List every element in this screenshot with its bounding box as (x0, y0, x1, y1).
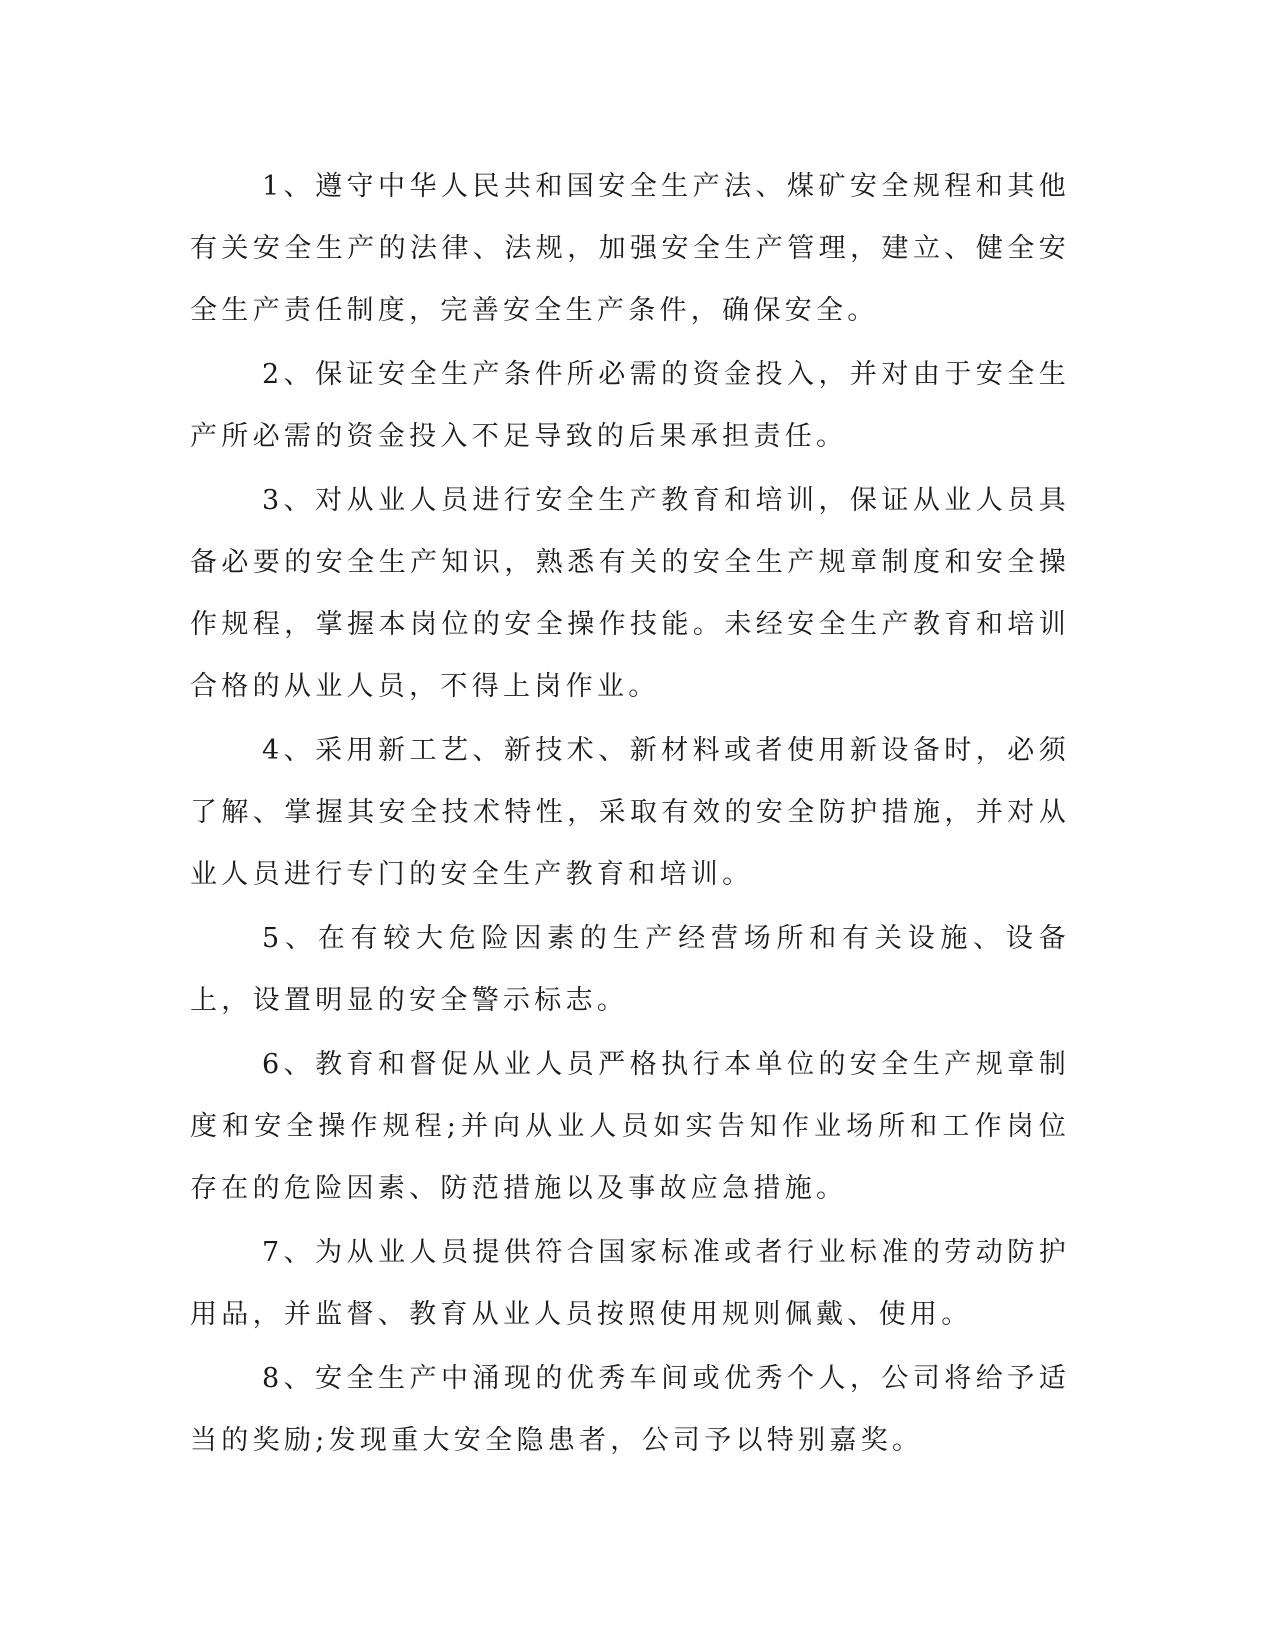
paragraph-3: 3、对从业人员进行安全生产教育和培训，保证从业人员具备必要的安全生产知识，熟悉有关的安全生产规章制度和安全操作规程，掌握本岗位的安全操作技能。未经安全生产教育和培训合格的从业人员，不得上岗作业。 (190, 485, 1070, 702)
paragraph-4: 4、采用新工艺、新技术、新材料或者使用新设备时，必须了解、掌握其安全技术特性，采取有效的安全防护措施，并对从业人员进行专门的安全生产教育和培训。 (190, 735, 1070, 890)
paragraph-5: 5、在有较大危险因素的生产经营场所和有关设施、设备上，设置明显的安全警示标志。 (190, 923, 1070, 1016)
paragraph-8: 8、安全生产中涌现的优秀车间或优秀个人，公司将给予适当的奖励;发现重大安全隐患者，公司予以特别嘉奖。 (190, 1363, 1070, 1456)
paragraph-6: 6、教育和督促从业人员严格执行本单位的安全生产规章制度和安全操作规程;并向从业人员如实告知作业场所和工作岗位存在的危险因素、防范措施以及事故应急措施。 (190, 1049, 1070, 1204)
document-body (190, 156, 1070, 1474)
paragraph-1: 1、遵守中华人民共和国安全生产法、煤矿安全规程和其他有关安全生产的法律、法规，加强安全生产管理，建立、健全安全生产责任制度，完善安全生产条件，确保安全。 (190, 171, 1070, 326)
paragraph-2: 2、保证安全生产条件所必需的资金投入，并对由于安全生产所必需的资金投入不足导致的后果承担责任。 (190, 359, 1070, 452)
paragraph-7: 7、为从业人员提供符合国家标准或者行业标准的劳动防护用品，并监督、教育从业人员按照使用规则佩戴、使用。 (190, 1237, 1070, 1330)
